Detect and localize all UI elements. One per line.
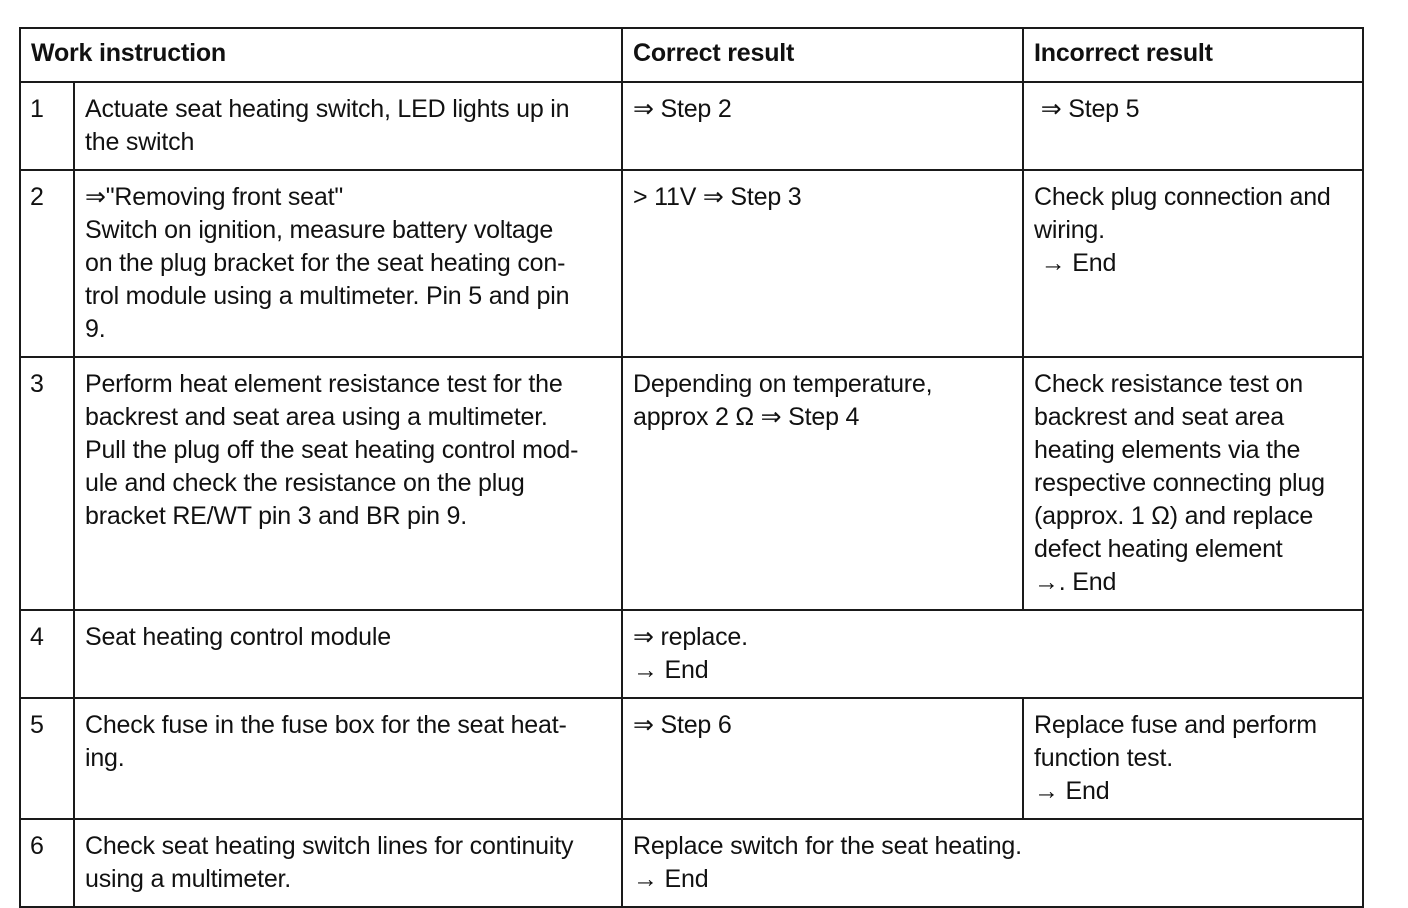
work-line: on the plug bracket for the seat heating con- <box>85 249 566 277</box>
correct-result-cell <box>622 698 1023 819</box>
correct-result-cell <box>622 357 1023 610</box>
header-correct-result: Correct result <box>622 28 1023 82</box>
incorrect-line: → End <box>1034 249 1117 277</box>
correct-line: ⇒ Step 6 <box>633 711 732 739</box>
work-instruction-table <box>19 27 1364 908</box>
incorrect-result-cell <box>1023 698 1363 819</box>
result-line: Replace switch for the seat heating. <box>633 832 1022 860</box>
incorrect-line: ⇒ Step 5 <box>1034 95 1140 123</box>
incorrect-result-cell <box>1023 170 1363 357</box>
work-instruction-cell <box>74 170 622 357</box>
correct-line: approx 2 Ω ⇒ Step 4 <box>633 403 860 431</box>
incorrect-line: respective connecting plug <box>1034 469 1325 497</box>
incorrect-line: wiring. <box>1034 216 1105 244</box>
work-line: ule and check the resistance on the plug <box>85 469 525 497</box>
work-line: Pull the plug off the seat heating control mod- <box>85 436 579 464</box>
header-incorrect-result: Incorrect result <box>1023 28 1363 82</box>
step-number: 6 <box>20 819 74 907</box>
instruction-table-container <box>19 27 1362 908</box>
work-line: ing. <box>85 744 125 772</box>
work-line: Check fuse in the fuse box for the seat heat- <box>85 711 567 739</box>
work-line: bracket RE/WT pin 3 and BR pin 9. <box>85 502 468 530</box>
correct-line: ⇒ Step 2 <box>633 95 732 123</box>
step-number: 3 <box>20 357 74 610</box>
incorrect-line: → End <box>1034 777 1110 805</box>
result-line: → End <box>633 656 709 684</box>
step-number: 5 <box>20 698 74 819</box>
work-line: Check seat heating switch lines for continuity <box>85 832 574 860</box>
work-instruction-cell <box>74 610 622 698</box>
header-row <box>20 28 1363 82</box>
incorrect-line: heating elements via the <box>1034 436 1301 464</box>
incorrect-line: Check plug connection and <box>1034 183 1331 211</box>
work-line: trol module using a multimeter. Pin 5 and pin <box>85 282 570 310</box>
work-line: 9. <box>85 315 106 343</box>
table-row <box>20 698 1363 819</box>
step-number: 2 <box>20 170 74 357</box>
work-line: Actuate seat heating switch, LED lights up in <box>85 95 570 123</box>
incorrect-line: defect heating element <box>1034 535 1283 563</box>
work-line: backrest and seat area using a multimeter. <box>85 403 548 431</box>
correct-line: > 11V ⇒ Step 3 <box>633 183 802 211</box>
incorrect-result-cell <box>1023 357 1363 610</box>
correct-line: Depending on temperature, <box>633 370 933 398</box>
work-instruction-cell <box>74 819 622 907</box>
work-instruction-cell <box>74 82 622 170</box>
header-work-instruction: Work instruction <box>20 28 622 82</box>
work-line: Perform heat element resistance test for the <box>85 370 563 398</box>
step-number: 4 <box>20 610 74 698</box>
table-row <box>20 170 1363 357</box>
incorrect-line: Check resistance test on <box>1034 370 1303 398</box>
table-row <box>20 610 1363 698</box>
incorrect-line: function test. <box>1034 744 1173 772</box>
table-row <box>20 819 1363 907</box>
incorrect-line: (approx. 1 Ω) and replace <box>1034 502 1314 530</box>
result-line: → End <box>633 865 709 893</box>
work-line: the switch <box>85 128 195 156</box>
result-line: ⇒ replace. <box>633 623 748 651</box>
merged-result-cell <box>622 819 1363 907</box>
work-instruction-cell <box>74 698 622 819</box>
work-line: using a multimeter. <box>85 865 292 893</box>
work-line: Seat heating control module <box>85 623 391 651</box>
incorrect-line: Replace fuse and perform <box>1034 711 1317 739</box>
incorrect-line: →. End <box>1034 568 1117 596</box>
incorrect-line: backrest and seat area <box>1034 403 1284 431</box>
table-row <box>20 82 1363 170</box>
step-number: 1 <box>20 82 74 170</box>
work-instruction-cell <box>74 357 622 610</box>
correct-result-cell <box>622 82 1023 170</box>
work-line: ⇒"Removing front seat" <box>85 183 344 211</box>
merged-result-cell <box>622 610 1363 698</box>
incorrect-result-cell <box>1023 82 1363 170</box>
correct-result-cell <box>622 170 1023 357</box>
table-row <box>20 357 1363 610</box>
work-line: Switch on ignition, measure battery voltage <box>85 216 554 244</box>
